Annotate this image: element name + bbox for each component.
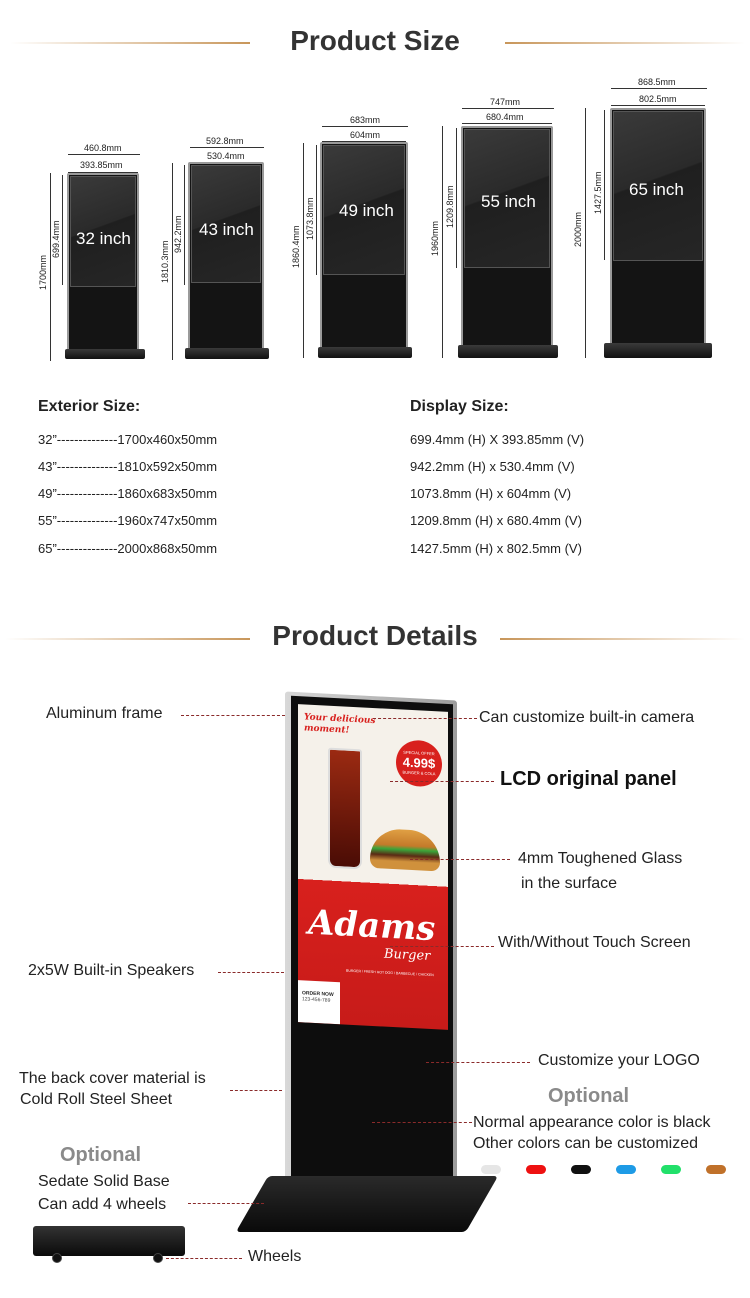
kiosk-total-width: 747mm xyxy=(490,97,521,107)
logo-label: Customize your LOGO xyxy=(538,1052,700,1069)
leader-line xyxy=(410,859,510,860)
touch-screen-label: With/Without Touch Screen xyxy=(498,934,691,951)
color-label-line-2: Other colors can be customized xyxy=(473,1135,698,1152)
exterior-size-row: 32”--------------1700x460x50mm xyxy=(38,432,218,447)
kiosk-base xyxy=(236,1176,498,1232)
ad-brand-sub: Burger xyxy=(384,946,431,965)
leader-line xyxy=(181,715,285,716)
kiosk-total-height: 1860.4mm xyxy=(291,225,301,268)
kiosk-total-width: 592.8mm xyxy=(206,136,244,146)
color-swatch xyxy=(616,1165,636,1174)
leader-line xyxy=(372,1122,472,1123)
ad-brand: Adams xyxy=(308,902,436,950)
exterior-size-row: 43”--------------1810x592x50mm xyxy=(38,459,218,474)
ad-tagline: Your delicious moment! xyxy=(304,712,376,736)
ad-menu: BURGER / FRESH HOT DOG / BARBECUE / CHICKEN xyxy=(346,968,434,978)
exterior-size-row: 65”--------------2000x868x50mm xyxy=(38,541,218,556)
wheels-label: Wheels xyxy=(248,1248,302,1265)
color-optional-label: Optional xyxy=(548,1085,630,1107)
ad-burger-image xyxy=(370,828,440,872)
kiosk-display-width: 802.5mm xyxy=(639,94,677,104)
camera-label: Can customize built-in camera xyxy=(479,709,695,726)
base-optional-label: Optional xyxy=(60,1144,142,1166)
kiosk-size-label: 55 inch xyxy=(481,192,536,211)
color-swatch xyxy=(661,1165,681,1174)
exterior-size-heading: Exterior Size: xyxy=(38,398,141,415)
leader-line xyxy=(230,1090,282,1091)
display-size-row: 699.4mm (H) X 393.85mm (V) xyxy=(410,432,585,447)
leader-line xyxy=(390,781,494,782)
kiosk-display-height: 699.4mm xyxy=(51,220,61,258)
kiosk-total-height: 1960mm xyxy=(430,220,440,256)
product-size-title: Product Size xyxy=(290,25,460,56)
kiosk-display-height: 942.2mm xyxy=(173,215,183,253)
color-swatch xyxy=(526,1165,546,1174)
kiosk-display-width: 393.85mm xyxy=(80,160,123,170)
kiosk-size-label: 32 inch xyxy=(76,229,131,248)
color-swatch xyxy=(481,1165,501,1174)
ad-order-box: ORDER NOW 123-456-789 xyxy=(298,980,340,1024)
kiosk-screen xyxy=(298,704,448,1030)
kiosk-display-width: 530.4mm xyxy=(207,151,245,161)
kiosk-display-width: 604mm xyxy=(350,130,381,140)
kiosk-display-height: 1427.5mm xyxy=(593,171,603,214)
wheel-left xyxy=(52,1253,62,1263)
wheel-right xyxy=(153,1253,163,1263)
aluminum-frame-label: Aluminum frame xyxy=(46,705,163,722)
kiosk-total-width: 683mm xyxy=(350,115,381,125)
back-cover-label-line-2: Cold Roll Steel Sheet xyxy=(20,1091,173,1108)
lcd-panel-label: LCD original panel xyxy=(500,768,677,790)
display-size-row: 942.2mm (H) x 530.4mm (V) xyxy=(410,459,575,474)
speakers-label: 2x5W Built-in Speakers xyxy=(28,962,195,979)
display-size-heading: Display Size: xyxy=(410,398,509,415)
display-size-row: 1209.8mm (H) x 680.4mm (V) xyxy=(410,513,582,528)
kiosk-display-height: 1073.8mm xyxy=(305,197,315,240)
leader-line xyxy=(390,946,494,947)
color-swatch xyxy=(571,1165,591,1174)
solid-base-image xyxy=(33,1226,185,1256)
leader-line xyxy=(166,1258,242,1259)
glass-label-line-1: 4mm Toughened Glass xyxy=(518,850,683,867)
leader-line xyxy=(188,1203,264,1204)
glass-label-line-2: in the surface xyxy=(521,875,618,892)
leader-line xyxy=(426,1062,530,1063)
back-cover-label-line-1: The back cover material is xyxy=(19,1070,206,1087)
product-details-title: Product Details xyxy=(272,620,478,651)
kiosk-total-height: 1700mm xyxy=(38,254,48,290)
exterior-size-row: 49”--------------1860x683x50mm xyxy=(38,486,218,501)
kiosk-total-width: 868.5mm xyxy=(638,77,676,87)
kiosk-size-label: 49 inch xyxy=(339,201,394,220)
kiosk-size-label: 43 inch xyxy=(199,220,254,239)
kiosk-total-width: 460.8mm xyxy=(84,143,122,153)
leader-line xyxy=(373,718,477,719)
color-swatch xyxy=(706,1165,726,1174)
kiosk-size-label: 65 inch xyxy=(629,180,684,199)
leader-line xyxy=(218,972,284,973)
kiosk-display-height: 1209.8mm xyxy=(445,185,455,228)
kiosk-total-height: 1810.3mm xyxy=(160,240,170,283)
exterior-size-row: 55”--------------1960x747x50mm xyxy=(38,513,218,528)
kiosk-display-width: 680.4mm xyxy=(486,112,524,122)
color-label-line-1: Normal appearance color is black xyxy=(473,1114,711,1131)
base-label-line-1: Sedate Solid Base xyxy=(38,1173,170,1190)
ad-price-badge: SPECIAL OFFER 4.99$ BURGER & COLA xyxy=(396,739,442,787)
display-size-row: 1427.5mm (H) x 802.5mm (V) xyxy=(410,541,582,556)
kiosk-total-height: 2000mm xyxy=(573,211,583,247)
display-size-row: 1073.8mm (H) x 604mm (V) xyxy=(410,486,572,501)
ad-cola-image xyxy=(328,748,362,870)
base-label-line-2: Can add 4 wheels xyxy=(38,1196,167,1213)
